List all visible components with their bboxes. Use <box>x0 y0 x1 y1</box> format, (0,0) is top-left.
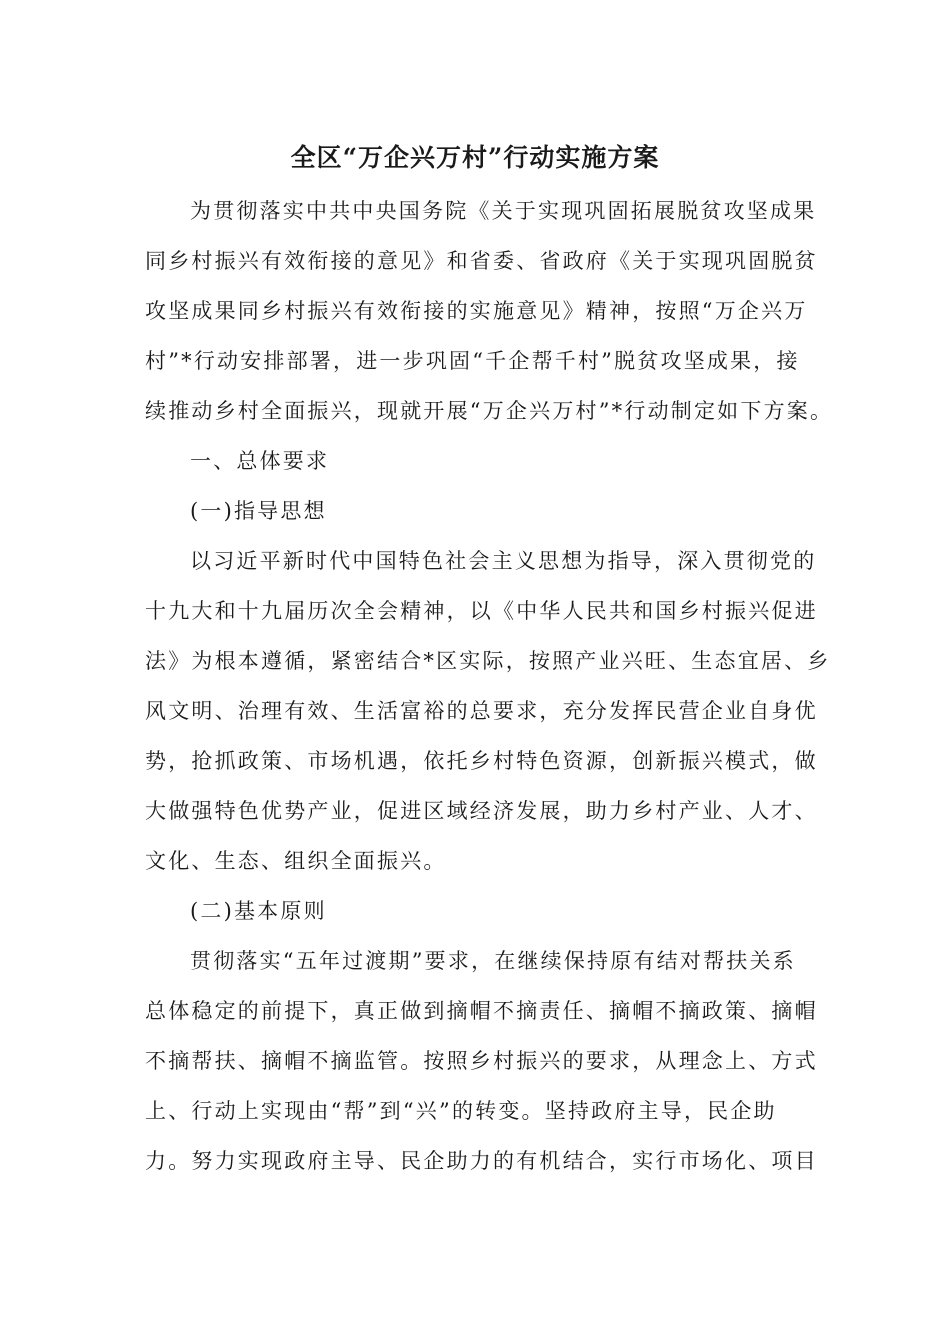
paragraph-line: 文化、生态、组织全面振兴。 <box>145 849 447 873</box>
paragraph-line: 总体稳定的前提下，真正做到摘帽不摘责任、摘帽不摘政策、摘帽 <box>145 999 818 1023</box>
paragraph-line: 风文明、治理有效、生活富裕的总要求，充分发挥民营企业自身优 <box>145 699 818 723</box>
paragraph-line: 上、行动上实现由“帮”到“兴”的转变。坚持政府主导，民企助 <box>145 1099 777 1123</box>
paragraph-line: 以习近平新时代中国特色社会主义思想为指导，深入贯彻党的 <box>190 549 817 573</box>
paragraph-line: 势，抢抓政策、市场机遇，依托乡村特色资源，创新振兴模式，做 <box>145 749 818 773</box>
paragraph-line: 续推动乡村全面振兴，现就开展“万企兴万村”*行动制定如下方案。 <box>145 399 834 423</box>
paragraph-line: 法》为根本遵循，紧密结合*区实际，按照产业兴旺、生态宜居、乡 <box>145 649 831 673</box>
paragraph-line: 村”*行动安排部署，进一步巩固“千企帮千村”脱贫攻坚成果，接 <box>145 349 800 373</box>
document-title: 全区“万企兴万村”行动实施方案 <box>290 143 660 172</box>
section-heading: 一、总体要求 <box>190 449 330 473</box>
paragraph-line: 贯彻落实“五年过渡期”要求，在继续保持原有结对帮扶关系 <box>190 949 796 973</box>
paragraph-line: 十九大和十九届历次全会精神，以《中华人民共和国乡村振兴促进 <box>145 599 818 623</box>
paragraph-line: 力。努力实现政府主导、民企助力的有机结合，实行市场化、项目 <box>145 1149 818 1173</box>
paragraph-line: 大做强特色优势产业，促进区域经济发展，助力乡村产业、人才、 <box>145 799 818 823</box>
paragraph-line: 攻坚成果同乡村振兴有效衔接的实施意见》精神，按照“万企兴万 <box>145 299 808 323</box>
subsection-heading: (二)基本原则 <box>190 899 327 923</box>
paragraph-line: 同乡村振兴有效衔接的意见》和省委、省政府《关于实现巩固脱贫 <box>145 249 818 273</box>
subsection-heading: (一)指导思想 <box>190 499 327 523</box>
paragraph-line: 不摘帮扶、摘帽不摘监管。按照乡村振兴的要求，从理念上、方式 <box>145 1049 818 1073</box>
paragraph-line: 为贯彻落实中共中央国务院《关于实现巩固拓展脱贫攻坚成果 <box>190 199 817 223</box>
